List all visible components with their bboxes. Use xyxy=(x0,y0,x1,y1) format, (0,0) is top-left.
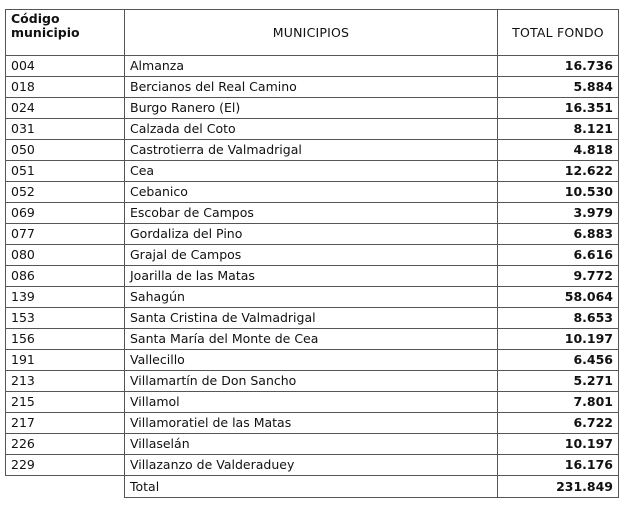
table-row xyxy=(6,434,619,455)
cell-amount: 16.736 xyxy=(498,56,619,77)
cell-amount: 10.197 xyxy=(498,434,619,455)
cell-amount: 6.616 xyxy=(498,245,619,266)
cell-municipality: Calzada del Coto xyxy=(125,119,498,140)
cell-code: 213 xyxy=(6,371,125,392)
table-row xyxy=(6,77,619,98)
cell-municipality: Joarilla de las Matas xyxy=(125,266,498,287)
cell-municipality: Grajal de Campos xyxy=(125,245,498,266)
cell-municipality: Santa María del Monte de Cea xyxy=(125,329,498,350)
cell-amount: 4.818 xyxy=(498,140,619,161)
total-label: Total xyxy=(125,476,498,498)
cell-code: 215 xyxy=(6,392,125,413)
table-row xyxy=(6,203,619,224)
total-empty-cell xyxy=(6,476,125,498)
cell-amount: 8.653 xyxy=(498,308,619,329)
cell-amount: 6.883 xyxy=(498,224,619,245)
cell-code: 153 xyxy=(6,308,125,329)
cell-municipality: Santa Cristina de Valmadrigal xyxy=(125,308,498,329)
table-row xyxy=(6,392,619,413)
table-row xyxy=(6,119,619,140)
cell-municipality: Burgo Ranero (El) xyxy=(125,98,498,119)
cell-municipality: Gordaliza del Pino xyxy=(125,224,498,245)
table-row xyxy=(6,287,619,308)
cell-municipality: Escobar de Campos xyxy=(125,203,498,224)
cell-code: 077 xyxy=(6,224,125,245)
cell-amount: 6.722 xyxy=(498,413,619,434)
cell-amount: 7.801 xyxy=(498,392,619,413)
table-row xyxy=(6,371,619,392)
cell-code: 226 xyxy=(6,434,125,455)
cell-code: 139 xyxy=(6,287,125,308)
cell-municipality: Almanza xyxy=(125,56,498,77)
cell-code: 229 xyxy=(6,455,125,476)
cell-code: 024 xyxy=(6,98,125,119)
cell-code: 051 xyxy=(6,161,125,182)
cell-amount: 12.622 xyxy=(498,161,619,182)
table-row xyxy=(6,98,619,119)
cell-municipality: Villazanzo de Valderaduey xyxy=(125,455,498,476)
cell-code: 018 xyxy=(6,77,125,98)
cell-municipality: Cea xyxy=(125,161,498,182)
cell-municipality: Sahagún xyxy=(125,287,498,308)
cell-amount: 10.530 xyxy=(498,182,619,203)
cell-amount: 16.351 xyxy=(498,98,619,119)
cell-code: 191 xyxy=(6,350,125,371)
table-body xyxy=(6,56,619,476)
cell-municipality: Vallecillo xyxy=(125,350,498,371)
cell-code: 069 xyxy=(6,203,125,224)
cell-code: 052 xyxy=(6,182,125,203)
table-row xyxy=(6,56,619,77)
cell-municipality: Cebanico xyxy=(125,182,498,203)
cell-code: 156 xyxy=(6,329,125,350)
header-code: Código municipio xyxy=(6,10,125,56)
cell-code: 031 xyxy=(6,119,125,140)
cell-municipality: Villamoratiel de las Matas xyxy=(125,413,498,434)
fund-table xyxy=(5,9,619,498)
table-row xyxy=(6,455,619,476)
cell-municipality: Bercianos del Real Camino xyxy=(125,77,498,98)
cell-code: 004 xyxy=(6,56,125,77)
table-row xyxy=(6,224,619,245)
cell-amount: 5.884 xyxy=(498,77,619,98)
cell-amount: 10.197 xyxy=(498,329,619,350)
cell-amount: 16.176 xyxy=(498,455,619,476)
table-row xyxy=(6,182,619,203)
cell-amount: 3.979 xyxy=(498,203,619,224)
table-row xyxy=(6,161,619,182)
table-row xyxy=(6,329,619,350)
table-header-row xyxy=(6,10,619,56)
fund-table-container xyxy=(5,9,618,498)
cell-amount: 5.271 xyxy=(498,371,619,392)
total-amount: 231.849 xyxy=(498,476,619,498)
table-row xyxy=(6,266,619,287)
cell-amount: 6.456 xyxy=(498,350,619,371)
cell-municipality: Castrotierra de Valmadrigal xyxy=(125,140,498,161)
cell-municipality: Villamol xyxy=(125,392,498,413)
table-row xyxy=(6,140,619,161)
cell-amount: 58.064 xyxy=(498,287,619,308)
cell-code: 086 xyxy=(6,266,125,287)
table-row xyxy=(6,350,619,371)
table-row xyxy=(6,308,619,329)
table-row xyxy=(6,413,619,434)
cell-amount: 8.121 xyxy=(498,119,619,140)
cell-code: 050 xyxy=(6,140,125,161)
header-municipality: MUNICIPIOS xyxy=(125,10,498,56)
cell-municipality: Villaselán xyxy=(125,434,498,455)
total-row xyxy=(6,476,619,498)
cell-municipality: Villamartín de Don Sancho xyxy=(125,371,498,392)
table-row xyxy=(6,245,619,266)
cell-amount: 9.772 xyxy=(498,266,619,287)
cell-code: 217 xyxy=(6,413,125,434)
cell-code: 080 xyxy=(6,245,125,266)
header-total: TOTAL FONDO xyxy=(498,10,619,56)
